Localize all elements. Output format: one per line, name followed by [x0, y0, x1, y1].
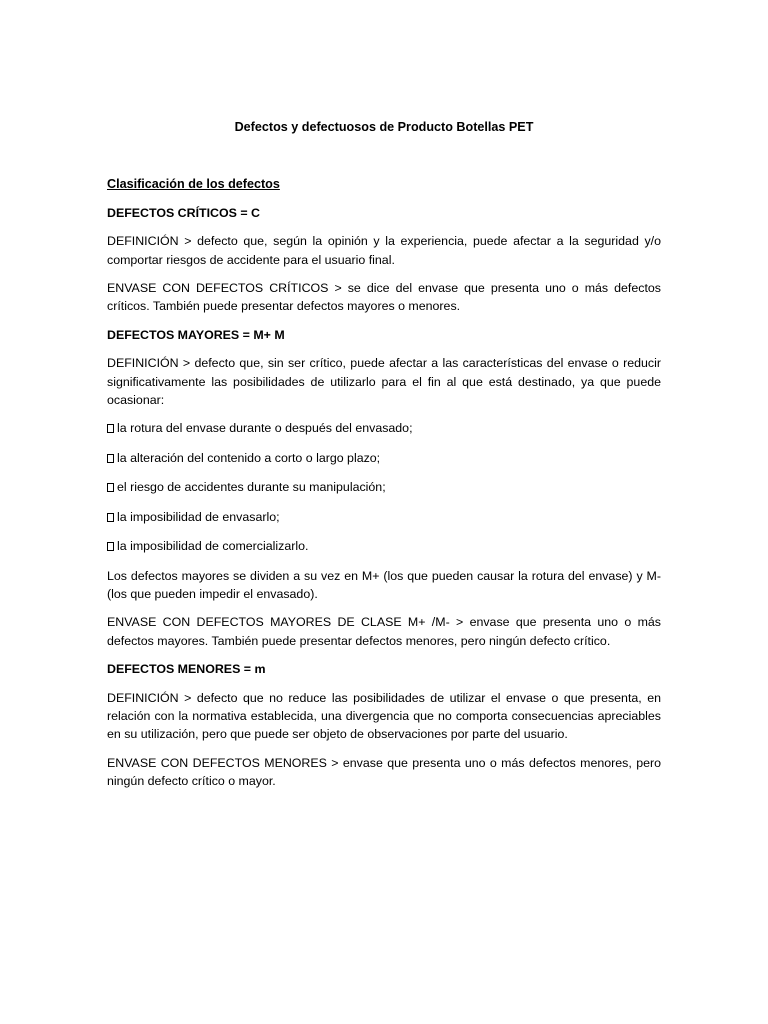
- bullet-text: la imposibilidad de envasarlo;: [117, 509, 280, 524]
- menores-envase: ENVASE CON DEFECTOS MENORES > envase que presenta uno o más defectos menores, pero ningún defecto crítico o mayor.: [107, 755, 661, 789]
- bullet-item: [107, 537, 661, 555]
- criticos-envase: ENVASE CON DEFECTOS CRÍTICOS > se dice del envase que presenta uno o más defectos críticos. También puede presentar defectos mayores o menores.: [107, 281, 661, 314]
- bullet-text: la alteración del contenido a corto o largo plazo;: [117, 450, 381, 465]
- mayores-definition: DEFINICIÓN > defecto que, sin ser crítico, puede afectar a las características del envase o reducir significativamente las posibilidades de utilizarlo para el fin al que está destinado, ya que puede ocasionar:: [107, 356, 661, 408]
- menores-heading: DEFECTOS MENORES = m: [107, 662, 266, 677]
- missing-glyph-icon: [107, 483, 114, 492]
- section-heading: Clasificación de los defectos: [107, 177, 280, 192]
- document-title: Defectos y defectuosos de Producto Botellas PET: [234, 120, 534, 134]
- criticos-definition: DEFINICIÓN > defecto que, según la opinión y la experiencia, puede afectar a la seguridad y/o comportar riesgos de accidente para el usuario final.: [107, 234, 661, 267]
- bullet-text: el riesgo de accidentes durante su manipulación;: [117, 480, 386, 495]
- mayores-heading: DEFECTOS MAYORES = M+ M: [107, 327, 285, 342]
- bullet-text: la rotura del envase durante o después del envasado;: [117, 421, 413, 436]
- menores-definition: DEFINICIÓN > defecto que no reduce las posibilidades de utilizar el envase o que presenta, en relación con la normativa establecida, una divergencia que no comporta consecuencias apreciables en su utilización, pero que puede ser objeto de observaciones por parte del usuario.: [107, 690, 661, 742]
- document-content: [107, 118, 661, 801]
- mayores-division: Los defectos mayores se dividen a su vez en M+ (los que pueden causar la rotura del envase) y M- (los que pueden impedir el envasado).: [107, 568, 661, 601]
- bullet-item: [107, 449, 661, 467]
- bullet-item: [107, 508, 661, 526]
- missing-glyph-icon: [107, 454, 114, 463]
- missing-glyph-icon: [107, 424, 114, 433]
- bullet-item: [107, 419, 661, 437]
- mayores-envase: ENVASE CON DEFECTOS MAYORES DE CLASE M+ /M- > envase que presenta uno o más defectos mayores. También puede presentar defectos menores, pero ningún defecto crítico.: [107, 615, 661, 648]
- missing-glyph-icon: [107, 542, 114, 551]
- bullet-text: la imposibilidad de comercializarlo.: [117, 539, 309, 554]
- criticos-heading: DEFECTOS CRÍTICOS = C: [107, 205, 260, 220]
- missing-glyph-icon: [107, 513, 114, 522]
- bullet-item: [107, 478, 661, 496]
